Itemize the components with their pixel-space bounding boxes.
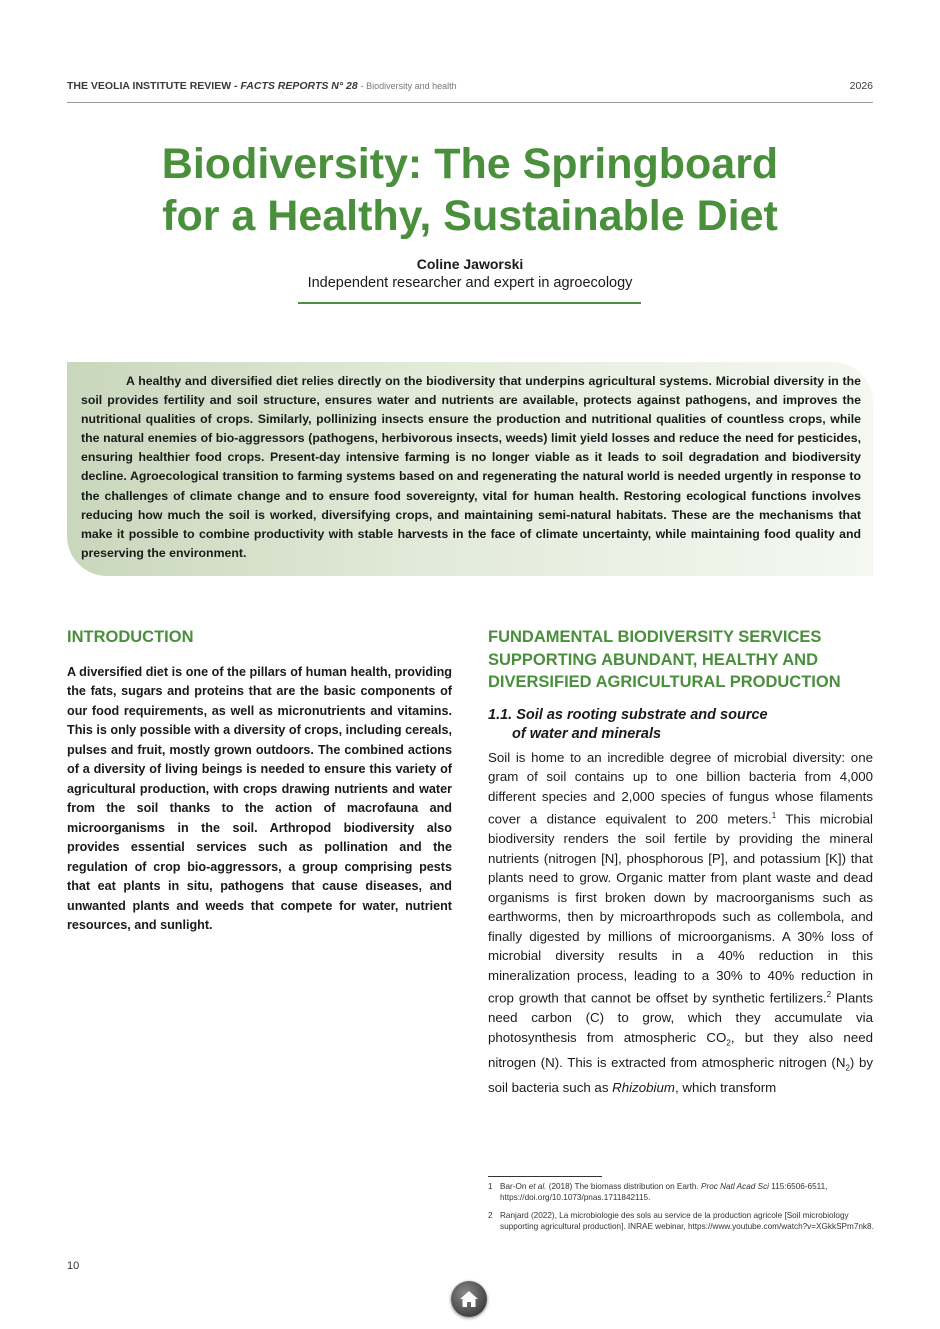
- subsection-heading: [488, 706, 873, 744]
- footnotes: [488, 1181, 874, 1238]
- footnote-1-journal: Proc Natl Acad Sci: [701, 1182, 769, 1191]
- paragraph-part-4: , but they also need nitrogen (N). This is extracted from atmospheric nitrogen (N: [488, 1030, 874, 1071]
- title-divider: [298, 302, 641, 304]
- footnote-number: 1: [488, 1182, 493, 1191]
- article-title-line-1: Biodiversity: The Springboard: [161, 140, 779, 188]
- paragraph-part-5: ) by soil bacteria such as: [488, 1055, 873, 1096]
- home-button[interactable]: [451, 1281, 487, 1317]
- right-column: [488, 626, 873, 1098]
- header-left: [67, 80, 457, 92]
- author-affiliation: Independent researcher and expert in agroecology: [307, 275, 633, 291]
- footnote-ref-1[interactable]: 1: [771, 811, 777, 821]
- abstract-text: A healthy and diversified diet relies directly on the biodiversity that underpins agricultural systems. Microbial diversity in the soil provides fertility and soil structure, ensures water and nutrients are available, protects against pathogens, and improves the nutritional qualities of crops. Similarly, pollinizing insects ensure the production and nutritional qualities of countless crops, while the natural enemies of bio-aggressors (pathogens, herbivorous insects, weeds) limit yield losses and reduce the need for pesticides, ensuring healthier food crops. Present-day intensive farming is no longer viable as it leads to soil degradation and biodiversity decline. Agroecological transition to farming systems based on and regenerating the natural world is needed urgently in response to the challenges of climate change and to ensure food sovereignty, vital for human health. Restoring ecological functions involves reducing how much the soil is worked, diversifying crops, and maintaining semi-natural habitats. These are the mechanisms that make it possible to combine productivity with stable harvests in the face of climate uncertainty, while maintaining food quality and preserving the environment.: [81, 374, 861, 560]
- home-icon: [458, 1288, 480, 1310]
- introduction-heading: INTRODUCTION: [67, 628, 194, 646]
- introduction-text: A diversified diet is one of the pillars of human health, providing the fats, sugars and proteins that are the basic components of our food requirements, as well as micronutrients and vitamins. This is only possible with a diversity of crops, including cereals, pulses and fruit, mostly grown outdoors. The combined actions of a diversity of living beings is needed to ensure this variety of agricultural production, with crops drawing nutrients and water from the soil thanks to the action of macrofauna and microorganisms in the soil. Arthropod biodiversity also provides essential services such as pollination and the regulation of crop bio-aggressors, a group comprising pests that eat plants in situ, pathogens that cause diseases, and unwanted plants and weeds that compete for water, nutrient resources, and sunlight.: [67, 664, 452, 932]
- footnote-text[interactable]: Ranjard (2022), La microbiologie des sols au service de la production agricole [Soil microbiology supporting agricultural production]. INRAE webinar, https://www.youtube.com/watch?v=XGkkSPm7nk8.: [500, 1210, 874, 1231]
- running-header: [67, 80, 873, 103]
- left-column: [67, 626, 452, 936]
- header-report-number: FACTS REPORTS N° 28: [240, 80, 358, 92]
- paragraph-part-1: Soil is home to an incredible degree of microbial diversity: one gram of soil contains up to one billion bacteria from 4,000 different species and 2,000 species of fungus whose filaments cover a distance equivalent to 200 meters.: [488, 749, 873, 827]
- section-paragraph: [488, 748, 873, 1098]
- footnote-1-title: (2018) The biomass distribution on Earth.: [546, 1182, 702, 1191]
- n2-subscript: 2: [845, 1063, 850, 1073]
- subsection-heading-line-2: of water and minerals: [512, 725, 662, 742]
- article-title-line-2: for a Healthy, Sustainable Diet: [162, 192, 778, 240]
- header-topic: - Biodiversity and health: [360, 81, 457, 91]
- footnote-2: [488, 1210, 874, 1233]
- article-title: [67, 138, 873, 242]
- paragraph-part-2: This microbial biodiversity renders the soil fertile by providing the mineral nutrients (nitrogen [N], phosphorous [P], and potassium [K]) that plants need to grow. Organic matter from plant waste and dead organisms is first broken down by macroorganisms such as earthworms, then by microarthropods such as collembola, and finally digested by millions of microorganisms. A 30% loss of microbial diversity results in a 40% reduction in this mineralization process, leading to a 30% to 40% reduction in crop growth that cannot be offset by synthetic fertilizers.: [488, 811, 873, 1006]
- rhizobium-term: Rhizobium: [612, 1080, 675, 1096]
- author-name: Coline Jaworski: [416, 256, 524, 272]
- footnote-text: [500, 1181, 874, 1204]
- paragraph-part-3: Plants need carbon (C) to grow, which they accumulate via photosynthesis from atmospheric CO: [488, 990, 873, 1045]
- subsection-heading-line-1: 1.1. Soil as rooting substrate and source: [488, 706, 768, 723]
- header-series: THE VEOLIA INSTITUTE REVIEW -: [67, 80, 238, 92]
- footnote-ref-2[interactable]: 2: [826, 990, 832, 1000]
- co2-subscript: 2: [726, 1038, 731, 1048]
- footnote-number: 2: [488, 1210, 493, 1220]
- abstract-box: [67, 362, 873, 576]
- page-number: 10: [67, 1260, 80, 1272]
- footnote-1-etal: et al.: [528, 1182, 547, 1191]
- footnote-1-author: Bar-On: [500, 1182, 529, 1191]
- header-year: 2026: [849, 80, 873, 92]
- section-heading: FUNDAMENTAL BIODIVERSITY SERVICES SUPPORTING ABUNDANT, HEALTHY AND DIVERSIFIED AGRICULTURAL PRODUCTION: [488, 628, 841, 691]
- paragraph-part-6: , which transform: [675, 1080, 777, 1096]
- footnote-1: [488, 1181, 874, 1204]
- footnote-1-link[interactable]: 115:6506-6511, https://doi.org/10.1073/pnas.1711842115.: [500, 1182, 828, 1203]
- footnote-divider: [488, 1176, 602, 1177]
